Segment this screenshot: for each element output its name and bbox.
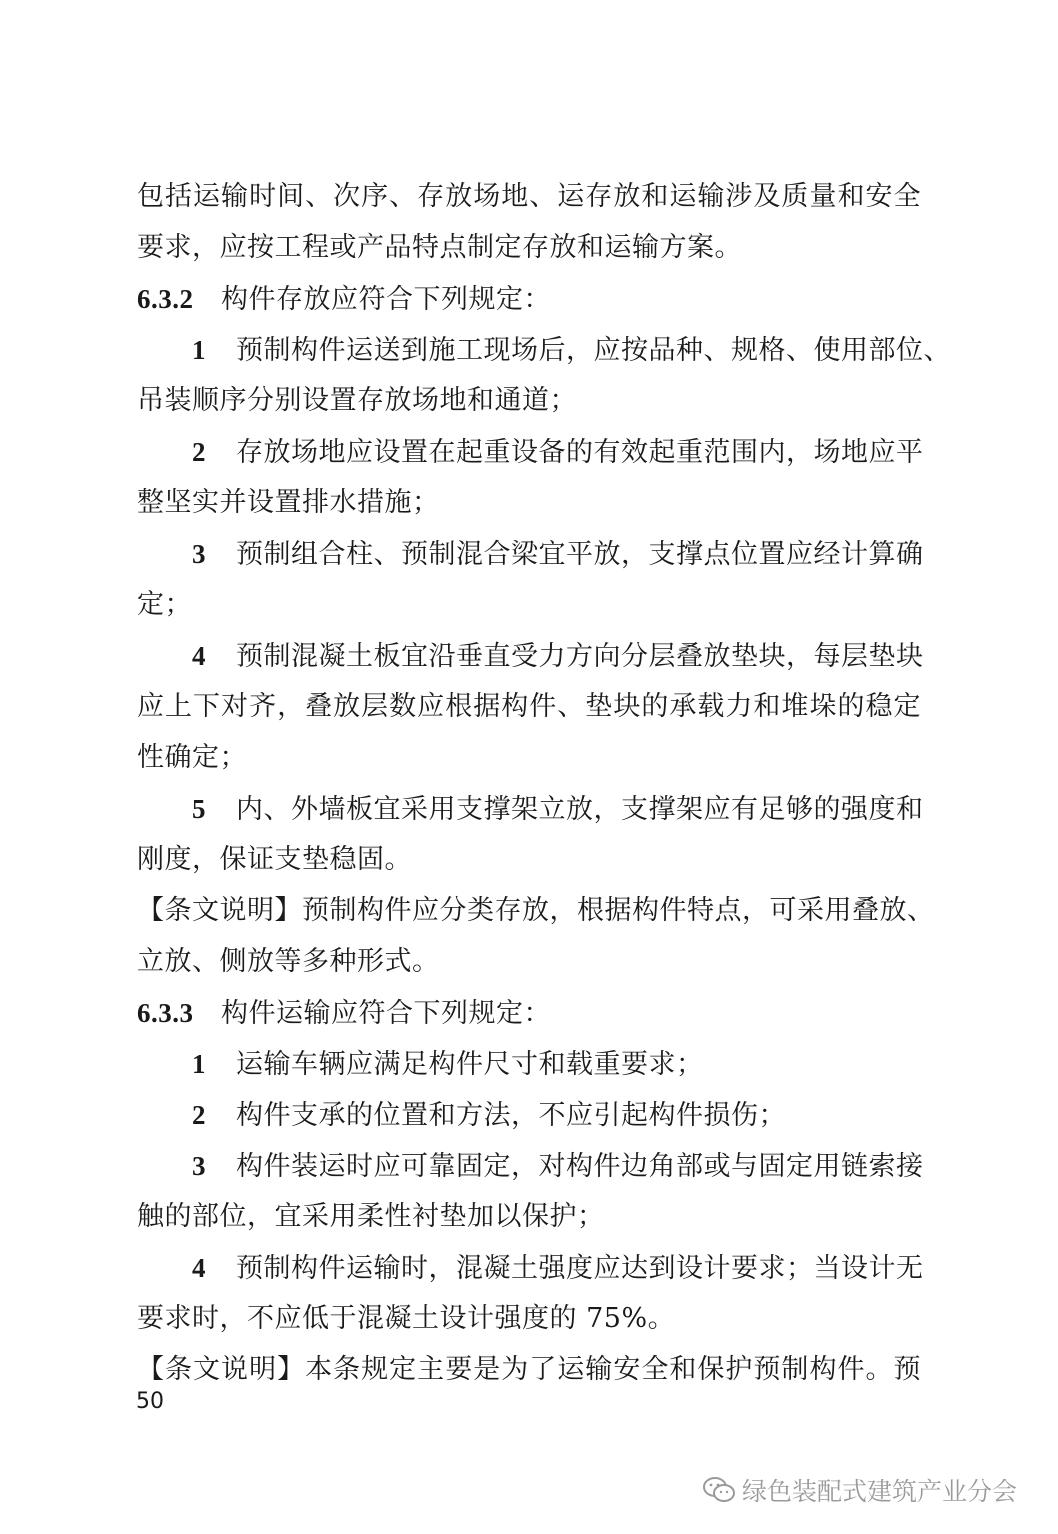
item-text-continued: 触的部位，宜采用柔性衬垫加以保护； [137, 1201, 605, 1232]
item-text: 内、外墙板宜采用支撑架立放，支撑架应有足够的强度和 [236, 794, 924, 825]
commentary-note: 【条文说明】预制构件应分类存放，根据构件特点，可采用叠放、 [137, 895, 935, 926]
item-text-continued: 整坚实并设置排水措施； [137, 487, 440, 518]
item-number: 1 [192, 335, 206, 365]
section-title: 构件运输应符合下列规定： [221, 998, 551, 1029]
item-text: 构件装运时应可靠固定，对构件边角部或与固定用链索接 [236, 1151, 924, 1182]
section-heading-6-3-3 [137, 996, 551, 1031]
paragraph-line: 要求，应按工程或产品特点制定存放和运输方案。 [137, 232, 742, 263]
item-text-continued: 吊装顺序分别设置存放场地和通道； [137, 385, 577, 416]
list-item [192, 1047, 921, 1082]
list-item [192, 639, 924, 674]
item-text-continued: 要求时，不应低于混凝土设计强度的 75%。 [137, 1303, 676, 1334]
item-text-continued: 定； [137, 589, 192, 620]
watermark-text: 绿色装配式建筑产业分会 [742, 1477, 1018, 1506]
list-item [192, 333, 951, 368]
commentary-note-continued: 立放、侧放等多种形式。 [137, 946, 440, 977]
item-text-continued: 刚度，保证支垫稳固。 [137, 844, 412, 875]
page-number: 50 [136, 1389, 164, 1414]
item-text: 预制混凝土板宜沿垂直受力方向分层叠放垫块，每层垫块 [236, 641, 924, 672]
commentary-note: 【条文说明】本条规定主要是为了运输安全和保护预制构件。预 [137, 1354, 921, 1385]
list-item [192, 435, 924, 470]
item-number: 2 [192, 437, 206, 467]
item-text: 预制组合柱、预制混合梁宜平放，支撑点位置应经计算确 [236, 539, 924, 570]
item-text: 预制构件运输时，混凝土强度应达到设计要求；当设计无 [236, 1253, 924, 1284]
watermark [702, 1470, 1017, 1510]
item-text-continued: 性确定； [137, 742, 247, 773]
item-number: 5 [192, 794, 206, 824]
list-item [192, 537, 924, 572]
list-item [192, 1251, 924, 1286]
item-text: 存放场地应设置在起重设备的有效起重范围内，场地应平 [236, 437, 924, 468]
item-number: 1 [192, 1049, 206, 1079]
item-text-continued: 应上下对齐，叠放层数应根据构件、垫块的承载力和堆垛的稳定 [137, 691, 921, 722]
section-heading-6-3-2 [137, 282, 551, 317]
list-item [192, 1149, 924, 1184]
item-number: 3 [192, 1151, 206, 1181]
item-text: 构件支承的位置和方法，不应引起构件损伤； [236, 1100, 786, 1131]
item-text: 预制构件运送到施工现场后，应按品种、规格、使用部位、 [236, 335, 951, 366]
item-number: 4 [192, 641, 206, 671]
list-item [192, 792, 924, 827]
wechat-icon [702, 1475, 736, 1505]
item-text: 运输车辆应满足构件尺寸和载重要求； [236, 1049, 704, 1080]
section-number: 6.3.2 [137, 284, 194, 314]
paragraph-line: 包括运输时间、次序、存放场地、运存放和运输涉及质量和安全 [137, 181, 921, 212]
item-number: 4 [192, 1253, 206, 1283]
item-number: 2 [192, 1100, 206, 1130]
section-title: 构件存放应符合下列规定： [221, 284, 551, 315]
section-number: 6.3.3 [137, 998, 194, 1028]
item-number: 3 [192, 539, 206, 569]
list-item [192, 1098, 921, 1133]
